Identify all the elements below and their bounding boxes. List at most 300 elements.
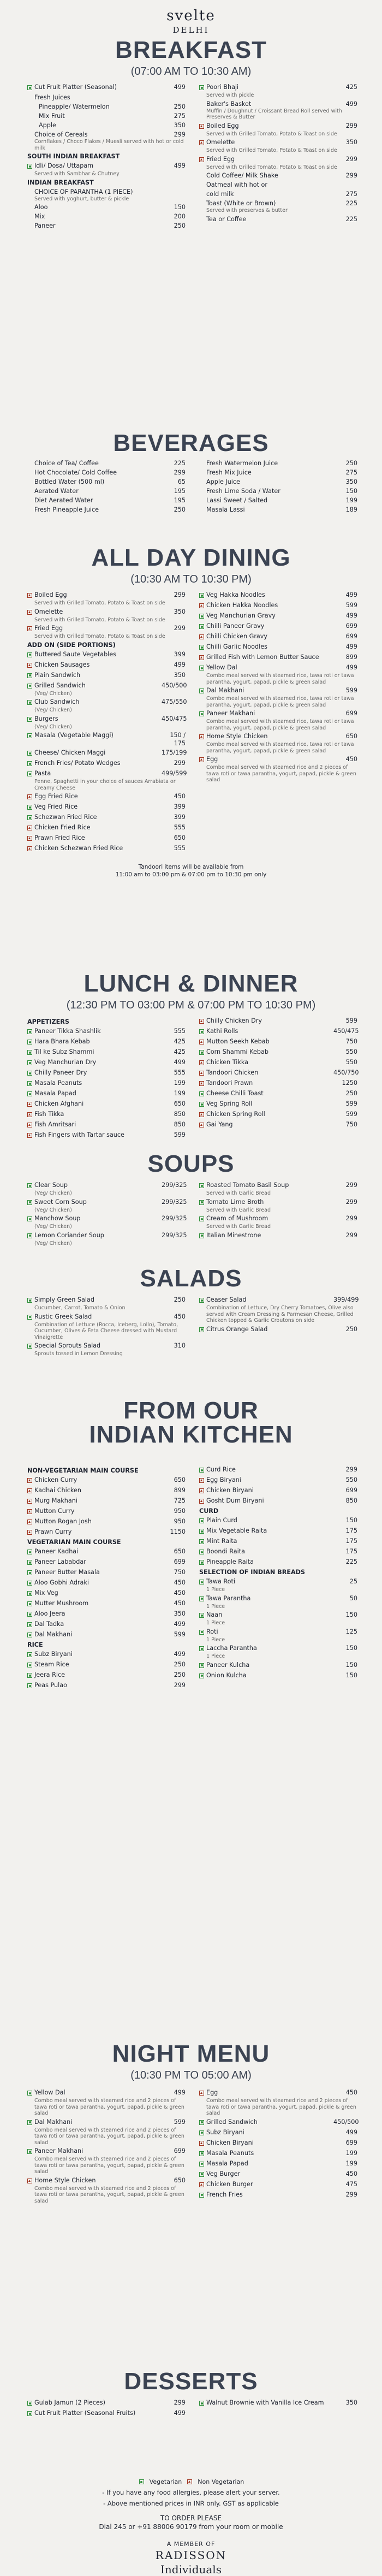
item-description: (Veg/ Chicken) [34,1240,72,1247]
nonveg-icon [199,602,206,610]
item-name: Subz Biryani [34,1651,73,1658]
menu-item-row [27,1599,186,1608]
menu-item-row [199,2159,357,2169]
veg-icon [199,1645,206,1653]
menu-item [199,1198,357,1214]
item-name: Chicken Afghani [34,1100,84,1107]
item-price: 299 [345,1466,357,1473]
item-name: Aloo Gobhi Adraki [34,1579,89,1586]
menu-item-row [199,1231,357,1240]
item-name: Fried Egg [206,155,235,163]
order-heading: TO ORDER PLEASE [160,2514,222,2522]
veg-icon [27,651,34,660]
item-name: Ceaser Salad [206,1296,247,1303]
veg-icon [199,1559,206,1567]
menu-column-left [27,2399,186,2419]
menu-item-row [27,93,186,102]
menu-item [199,1497,357,1506]
menu-item-row [27,1100,186,1109]
item-name: Veg Manchurian Dry [34,1059,97,1066]
menu-item-row [27,715,186,724]
nonveg-icon [199,633,206,642]
menu-item [27,1589,186,1598]
menu-item-row [199,622,357,631]
item-price: 250 [174,506,186,513]
menu-item-row [27,1231,186,1240]
item-price: 650 [174,834,186,841]
menu-item [27,1037,186,1047]
item-price: 699 [345,1487,357,1494]
item-name: Tea or Coffee [206,215,247,223]
menu-item-row [199,122,357,131]
item-price: 555 [174,824,186,831]
veg-icon [27,770,34,779]
item-price: 499 [345,612,357,619]
item-price: 199 [174,1079,186,1087]
item-price: 175 [345,1538,357,1545]
menu-item [199,686,357,708]
menu-item-row [27,1181,186,1190]
menu-item [199,732,357,754]
menu-item-row [199,663,357,673]
menu-item [27,1671,186,1680]
item-price: 899 [174,1487,186,1494]
item-price: 555 [174,1069,186,1076]
item-name: Fried Egg [34,625,63,632]
item-name: Plain Curd [206,1517,237,1524]
menu-item-row [27,2147,186,2156]
item-price: 299 [174,1682,186,1689]
menu-item-row [199,2191,357,2200]
item-name: Pasta [34,770,51,777]
item-price: 250 [345,1325,357,1333]
item-price: 499/599 [162,770,187,777]
menu-item [199,1628,357,1643]
nonveg-icon [199,2181,206,2189]
item-name: Hara Bhara Kebab [34,1038,90,1045]
item-price: 299/325 [162,1198,187,1206]
nonveg-label: Non Vegetarian [198,2478,244,2485]
item-price: 425 [174,1038,186,1045]
menu-item-row [199,2139,357,2148]
veg-icon [199,1595,206,1604]
menu-item-row [199,199,357,207]
item-price: 350 [174,608,186,615]
item-name: Citrus Orange Salad [206,1325,268,1333]
nonveg-icon [27,2177,34,2186]
item-name: Veg Hakka Noodles [206,591,265,598]
menu-item-row [27,1131,186,1140]
item-description: Served with Grilled Tomato, Potato & Toast on side [206,130,337,137]
menu-item [199,1516,357,1526]
menu-item [199,122,357,138]
item-price: 599 [174,1631,186,1638]
item-name: Baker's Basket [206,100,252,108]
item-name: Fresh Watermelon Juice [206,460,278,467]
menu-item-row [199,709,357,719]
item-price: 450 [174,1313,186,1320]
menu-item [199,459,357,467]
item-price: 850 [174,1111,186,1118]
menu-item-row [27,1568,186,1577]
item-price: 25 [349,1578,357,1585]
menu-item-row [27,1610,186,1619]
menu-item [199,100,357,121]
menu-item-row [199,215,357,223]
menu-item [199,171,357,180]
item-price: 499 [174,2089,186,2096]
menu-item [27,2088,186,2117]
menu-item-row [27,83,186,92]
item-name: Naan [206,1611,223,1618]
menu-item-row [199,1058,357,1067]
section-items-dining [0,591,382,854]
item-price: 699 [345,710,357,717]
menu-item [27,496,186,504]
item-name: Chicken Sausages [34,661,90,668]
section-items-soups [0,1181,382,1248]
item-description: Cucumber, Carrot, Tomato & Onion [34,1305,126,1311]
menu-item [199,1231,357,1240]
veg-icon [199,1467,206,1475]
item-name: Masala Lassi [206,506,245,513]
item-price: 499 [174,1621,186,1628]
item-description: Served with Garlic Bread [206,1207,271,1213]
item-price: 650 [174,2176,186,2184]
veg-icon [199,1629,206,1637]
item-price: 150 / 175 [170,732,186,747]
menu-item-row [27,1558,186,1567]
item-price: 299 [345,1215,357,1222]
item-name: Home Style Chicken [34,2176,96,2184]
item-name: Masala Peanuts [34,1079,82,1087]
menu-item [199,1214,357,1230]
item-description: Combination of Lettuce (Rocca, Iceberg, Lollo), Tomato, Cucumber, Olives & Feta Cheese dressed with Mustard Vinaigrette [34,1321,178,1340]
menu-item-row [199,653,357,662]
item-description: Combo meal served with steamed rice, tawa roti or tawa parantha, yogurt, papad, pickle & green salad [206,696,354,708]
menu-item [27,769,186,791]
item-name: Egg Biryani [206,1476,241,1483]
item-price: 450/475 [333,1028,359,1035]
menu-item-row [27,1027,186,1036]
veg-icon [199,84,206,92]
section-title: NIGHT MENU [112,2040,270,2067]
nonveg-icon [199,1477,206,1485]
menu-item [27,121,186,129]
item-price: 250 [174,1671,186,1678]
menu-item-row [27,650,186,660]
menu-item [27,591,186,607]
item-description: (Veg/ Chicken) [34,690,72,697]
item-name: Corn Shammi Kebab [206,1048,268,1055]
item-name: Special Sprouts Salad [34,1342,101,1349]
item-price: 425 [174,1048,186,1055]
item-price: 65 [177,478,186,485]
item-price: 350 [345,139,357,146]
menu-item-row [199,1497,357,1506]
item-name: Chicken Burger [206,2180,253,2188]
item-name: Cheese/ Chicken Maggi [34,749,106,756]
menu-item-row [199,2118,357,2127]
item-name: Diet Aerated Water [34,497,93,504]
menu-item [199,2088,357,2117]
menu-item [27,2176,186,2205]
veg-icon [27,1611,34,1619]
nonveg-icon [27,1508,34,1516]
item-price: 499 [174,162,186,169]
nonveg-icon [186,2479,193,2486]
nonveg-icon [27,625,34,633]
item-description: Served with preserves & butter [206,207,288,213]
menu-item-row [27,203,186,211]
menu-item [27,1517,186,1527]
section-title: BREAKFAST [115,37,267,63]
veg-icon [27,1199,34,1207]
item-name: Rustic Greek Salad [34,1313,92,1320]
menu-item [27,162,186,177]
veg-icon [27,1559,34,1567]
item-price: 50 [349,1594,357,1602]
menu-column-right [199,2088,357,2205]
section-title: ALL DAY DINING [91,544,291,571]
veg-icon [27,804,34,812]
menu-item [27,681,186,697]
menu-item-row [27,731,186,747]
item-price: 450/750 [333,1069,359,1076]
item-name: Grilled Fish with Lemon Butter Sauce [206,654,319,661]
item-name: Cheese Chilli Toast [206,1090,264,1097]
item-name: Masala Papad [34,1090,76,1097]
item-name: Chilli Paneer Gravy [206,622,265,630]
nonveg-icon [27,592,34,600]
item-price: 499 [174,1651,186,1658]
menu-item-row [27,661,186,670]
menu-column-right [199,1465,357,1691]
section-hours: (12:30 PM TO 03:00 PM & 07:00 PM TO 10:30 PM) [66,999,316,1011]
item-name: Chilli Chicken Gravy [206,633,268,640]
individuals-logo: Individuals [160,2563,222,2576]
item-price: 550 [345,1059,357,1066]
nonveg-icon [199,1487,206,1495]
item-name: Simply Green Salad [34,1296,94,1303]
menu-item [199,612,357,621]
menu-item [199,591,357,600]
item-description: Served with yoghurt, butter & pickle [34,195,129,202]
item-description: Penne, Spaghetti in your choice of sauces Arrabiata or Creamy Cheese [34,779,176,791]
item-name: Laccha Parantha [206,1645,257,1652]
menu-item-row [27,478,186,486]
menu-item-row [27,1507,186,1516]
menu-item-row [27,487,186,495]
menu-item [199,215,357,223]
item-name: Egg [206,756,218,763]
item-price: 555 [174,845,186,852]
menu-item [27,1650,186,1659]
menu-item-row [27,823,186,833]
menu-item [27,478,186,486]
veg-icon [199,1326,206,1334]
menu-column-left [27,1181,186,1248]
menu-item [27,1069,186,1078]
nonveg-icon [27,1121,34,1130]
veg-icon [199,1182,206,1190]
nonveg-icon [27,824,34,833]
item-price: 450 [345,2089,357,2096]
item-price: 299 [174,625,186,632]
menu-item-row [199,2128,357,2138]
menu-item-row [199,632,357,642]
item-price: 899 [345,654,357,661]
section-title: LUNCH & DINNER [83,970,299,997]
veg-icon [27,1569,34,1577]
item-name: Bottled Water (500 ml) [34,478,105,485]
item-name: Prawn Curry [34,1528,72,1535]
menu-item-row [199,2399,357,2408]
item-name: Fresh Mix Juice [206,469,252,476]
item-name: Aloo [34,204,48,211]
menu-item-row [27,1650,186,1659]
menu-item-row [199,1048,357,1057]
item-name: Paneer Lababdar [34,1558,86,1565]
item-name: Paneer Kadhai [34,1548,79,1555]
item-price: 150 [345,488,357,495]
menu-item-row [27,591,186,600]
item-price: 200 [174,213,186,220]
veg-icon [199,1049,206,1057]
menu-item [199,496,357,504]
item-description: (Veg/ Chicken) [34,1224,72,1230]
menu-column-left [27,1017,186,1141]
menu-item-row [27,1630,186,1640]
item-price: 699 [174,2147,186,2154]
item-name: Til ke Subz Shammi [34,1048,94,1055]
item-description: (Veg/ Chicken) [34,707,72,713]
menu-item-row [199,459,357,467]
item-name: Dal Makhani [206,687,244,694]
section-header-desserts [0,2370,382,2394]
menu-item-row [199,1577,357,1587]
section-header-soups [0,1152,382,1176]
item-name: Jeera Rice [34,1671,65,1678]
veg-icon [27,1600,34,1608]
veg-icon [199,592,206,600]
item-name: Murg Makhani [34,1497,77,1504]
veg-icon [27,1182,34,1190]
item-price: 299 [174,2399,186,2406]
item-name: Apple Juice [206,478,240,485]
veg-icon [27,699,34,707]
veg-icon [199,1517,206,1526]
menu-column-right [199,2399,357,2419]
menu-item [27,222,186,230]
menu-item-row [199,181,357,189]
menu-item [27,671,186,680]
item-price: 225 [174,460,186,467]
menu-item-row [27,2118,186,2127]
item-description: 1 Piece [206,1620,225,1626]
item-price: 699 [345,633,357,640]
menu-item [27,506,186,514]
category-heading: APPETIZERS [27,1018,69,1025]
item-name: Club Sandwich [34,698,80,705]
veg-icon [27,1314,34,1322]
item-name: Poori Bhaji [206,84,239,91]
item-name: Pineapple Raita [206,1558,254,1565]
menu-item-row [27,2409,186,2418]
veg-icon [27,760,34,768]
veg-icon [199,2171,206,2179]
veg-icon [199,664,206,673]
item-price: 299 [174,759,186,767]
menu-item [199,2399,357,2408]
menu-item-row [199,506,357,514]
item-price: 699 [345,2139,357,2146]
item-description: (Veg/ Chicken) [34,1190,72,1196]
item-name: Manchow Soup [34,1215,81,1222]
item-name: Paneer Kulcha [206,1661,250,1669]
item-name: Kadhai Chicken [34,1487,81,1494]
menu-item [27,203,186,211]
veg-icon [27,814,34,822]
item-price: 275 [345,469,357,476]
menu-item [27,823,186,833]
menu-item [27,792,186,802]
veg-icon [27,2410,34,2418]
item-name: Lassi Sweet / Salted [206,497,268,504]
item-name: Roasted Tomato Basil Soup [206,1182,289,1189]
item-name: Steam Rice [34,1661,69,1668]
menu-item [199,1120,357,1130]
item-price: 850 [174,1121,186,1128]
item-name: Omelette [206,139,235,146]
item-name: Chicken Schezwan Fried Rice [34,845,123,852]
item-description: 1 Piece [206,1653,225,1659]
item-description: 1 Piece [206,1603,225,1610]
item-price: 450 [174,1600,186,1607]
veg-icon [199,2129,206,2138]
menu-item [27,2118,186,2146]
nonveg-icon [27,835,34,843]
item-name: Paneer Makhani [34,2147,83,2154]
item-price: 299 [345,155,357,163]
menu-item-row [199,601,357,610]
category-heading: SOUTH INDIAN BREAKFAST [27,153,120,160]
menu-item [199,2139,357,2148]
menu-item-row [27,162,186,171]
nonveg-icon [199,2090,206,2098]
menu-item-row [199,1325,357,1334]
item-name: Chicken Curry [34,1476,77,1483]
item-price: 199 [174,1090,186,1097]
menu-item [27,188,186,203]
menu-item-row [27,130,186,139]
veg-icon [199,2150,206,2158]
item-price: 499 [345,100,357,108]
item-price: 175/199 [162,749,187,756]
item-name: Choice of Cereals [34,131,88,138]
veg-icon [27,1038,34,1047]
menu-item [199,2128,357,2138]
item-price: 450 [174,793,186,800]
item-price: 450 [174,1589,186,1596]
item-name: Grilled Sandwich [206,2118,258,2126]
section-items-beverages [0,459,382,515]
item-price: 499 [345,591,357,598]
item-price: 950 [174,1507,186,1515]
nonveg-icon [199,1111,206,1119]
item-price: 399 [174,650,186,658]
menu-item [27,1486,186,1495]
